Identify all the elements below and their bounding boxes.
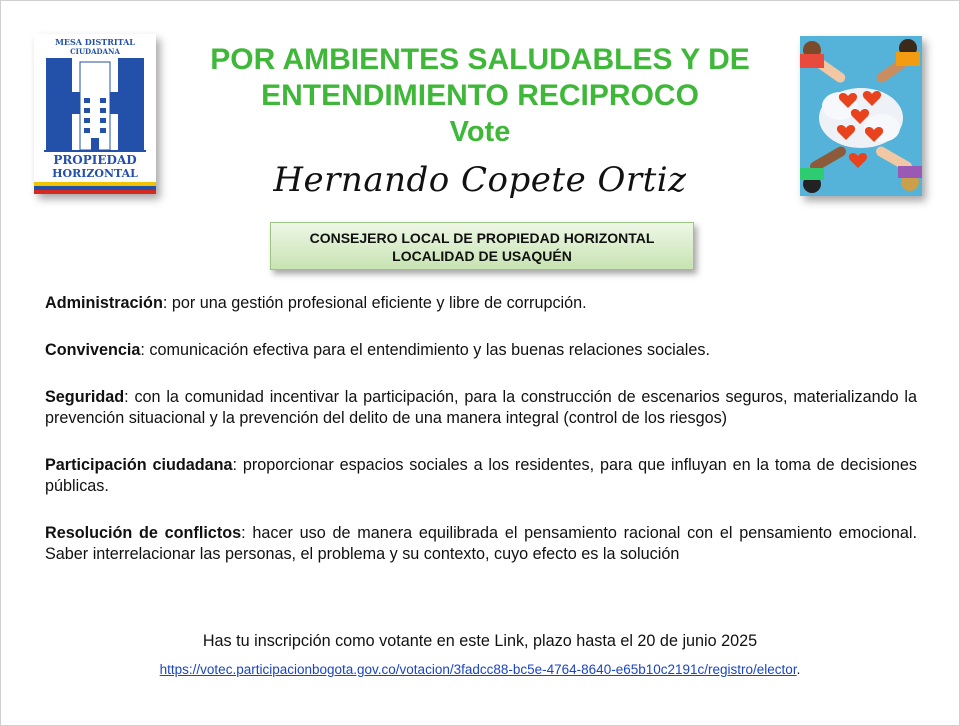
list-item-participacion (45, 455, 917, 497)
item-term: Participación ciudadana (45, 456, 233, 474)
item-text: : proporcionar espacios sociales a los residentes, para que influyan en la toma de decisiones públicas. (45, 456, 917, 495)
link-suffix: . (796, 662, 801, 677)
list-item-seguridad (45, 387, 917, 429)
item-term: Resolución de conflictos (45, 524, 242, 542)
title-line-2: ENTENDIMIENTO RECIPROCO (261, 79, 699, 112)
svg-text:CIUDADANA: CIUDADANA (70, 47, 120, 56)
item-text: : por una gestión profesional eficiente y libre de corrupción. (162, 294, 587, 312)
vote-label: Vote (449, 116, 511, 148)
item-text: : comunicación efectiva para el entendimiento y las buenas relaciones sociales. (140, 341, 710, 359)
list-item-convivencia (45, 340, 917, 361)
badge-line-2: LOCALIDAD DE USAQUÉN (392, 248, 572, 264)
registration-link[interactable]: https://votec.participacionbogota.gov.co/votacion/3fadcc88-bc5e-4764-8640-e65b10c2191c/registro/elector (159, 662, 797, 677)
registration-note: Has tu inscripción como votante en este Link, plazo hasta el 20 de junio 2025 (202, 632, 758, 650)
list-item-resolucion (45, 523, 917, 565)
title-line-1: POR AMBIENTES SALUDABLES Y DE (210, 43, 750, 76)
position-badge (270, 222, 694, 270)
item-term: Seguridad (45, 388, 125, 406)
svg-text:HORIZONTAL: HORIZONTAL (52, 167, 138, 180)
page-title (170, 42, 790, 114)
candidate-name: Hernando Copete Ortiz (273, 160, 687, 200)
proposal-list (45, 293, 917, 591)
svg-text:MESA DISTRITAL: MESA DISTRITAL (55, 37, 135, 47)
item-text: : hacer uso de manera equilibrada el pensamiento racional con el pensamiento emocional. Saber interrelacionar las personas, el problema y su contexto, cuyo efecto es la solución (45, 524, 917, 563)
item-term: Administración (45, 294, 163, 312)
badge-line-1: CONSEJERO LOCAL DE PROPIEDAD HORIZONTAL (309, 230, 655, 246)
item-term: Convivencia (45, 341, 141, 359)
svg-text:PROPIEDAD: PROPIEDAD (53, 153, 137, 167)
propiedad-horizontal-logo (34, 34, 156, 194)
item-text: : con la comunidad incentivar la participación, para la construcción de escenarios seguros, materializando la prevención situacional y la prevención del delito de una manera integral (control de los riesgos) (45, 388, 917, 427)
registration-link-row (0, 662, 960, 677)
list-item-administracion (45, 293, 917, 314)
hands-hearts-icon (800, 36, 922, 196)
